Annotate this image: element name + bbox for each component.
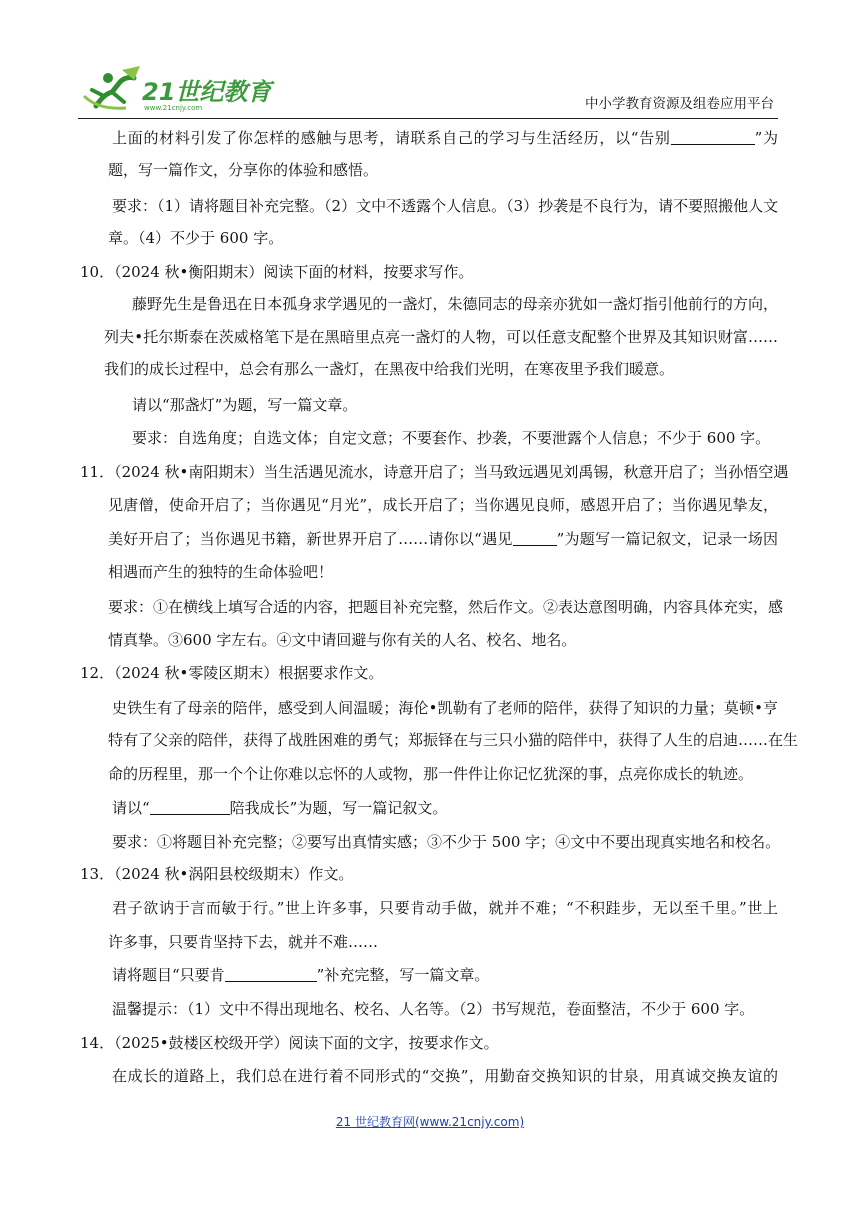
question-13-heading: 13．（2024 秋•涡阳县校级期末）作文。 — [80, 865, 354, 883]
paragraph-line: 在成长的道路上，我们总在进行着不同形式的“交换”，用勤奋交换知识的甘泉，用真诚交换友谊的 — [112, 1067, 778, 1085]
blank-underline — [150, 800, 230, 815]
paragraph-line: 列夫•托尔斯泰在茨威格笔下是在黑暗里点亮一盏灯的人物，可以任意支配整个世界及其知识财富…… — [104, 328, 778, 346]
paragraph-line: 史铁生有了母亲的陪伴，感受到人间温暖；海伦•凯勒有了老师的陪伴，获得了知识的力量；莫顿•亨 — [112, 699, 778, 717]
svg-text:21世纪教育: 21世纪教育 — [142, 78, 272, 106]
paragraph-line: 我们的成长过程中，总会有那么一盏灯，在黑夜中给我们光明，在寒夜里予我们暖意。 — [104, 360, 675, 378]
requirement-line: 章。（4）不少于 600 字。 — [108, 229, 284, 247]
question-11-heading: 11．（2024 秋•南阳期末）当生活遇见流水，诗意开启了；当马致远遇见刘禹锡，秋意开启了；当孙悟空遇 — [80, 463, 789, 481]
requirement-line: 温馨提示：（1）文中不得出现地名、校名、人名等。（2）书写规范，卷面整洁，不少于 600 字。 — [112, 1000, 755, 1018]
paragraph-line: 请以“那盏灯”为题，写一篇文章。 — [132, 396, 358, 414]
requirement-line: 要求：（1）请将题目补充完整。（2）文中不透露个人信息。（3）抄袭是不良行为，请不要照搬他人文 — [112, 197, 779, 215]
paragraph-line: 相遇而产生的独特的生命体验吧！ — [108, 563, 334, 581]
brand-logo[interactable] — [78, 66, 278, 114]
blank-underline — [225, 967, 317, 982]
footer-link[interactable]: 21 世纪教育网(www.21cnjy.com) — [335, 1115, 525, 1129]
platform-name: 中小学教育资源及组卷应用平台 — [585, 96, 774, 112]
question-10-heading: 10．（2024 秋•衡阳期末）阅读下面的材料，按要求写作。 — [80, 263, 474, 281]
paragraph-line: 上面的材料引发了你怎样的感触与思考，请联系自己的学习与生活经历，以“告别 ”为 — [112, 129, 778, 147]
paragraph-line: 见唐僧，使命开启了；当你遇见“月光”，成长开启了；当你遇见良师，感恩开启了；当你遇见挚友， — [108, 496, 778, 514]
requirement-line: 情真挚。③600 字左右。④文中请回避与你有关的人名、校名、地名。 — [108, 631, 577, 649]
paragraph-line: 美好开启了；当你遇见书籍，新世界开启了……请你以“遇见 ”为题写一篇记叙文，记录一场因 — [108, 530, 779, 548]
paragraph-line: 请将题目“只要肯 ”补充完整，写一篇文章。 — [112, 966, 490, 984]
paragraph-line: 请以“ 陪我成长”为题，写一篇记叙文。 — [112, 799, 448, 817]
question-14-heading: 14．（2025•鼓楼区校级开学）阅读下面的文字，按要求作文。 — [80, 1034, 499, 1052]
paragraph-line: 许多事，只要肯坚持下去，就并不难…… — [108, 933, 379, 951]
blank-underline — [513, 531, 557, 546]
paragraph-line: 藤野先生是鲁迅在日本孤身求学遇见的一盏灯，朱德同志的母亲亦犹如一盏灯指引他前行的方向， — [132, 295, 778, 313]
paragraph-line: 命的历程里，那一个个让你难以忘怀的人或物，那一件件让你记忆犹深的事，点亮你成长的轨迹。 — [108, 765, 754, 783]
svg-text:www.21cnjy.com: www.21cnjy.com — [144, 104, 203, 112]
requirement-line: 要求：自选角度；自选文体；自定文意；不要套作、抄袭，不要泄露个人信息；不少于 600 字。 — [132, 429, 771, 447]
paragraph-line: 君子欲讷于言而敏于行。”世上许多事，只要肯动手做，就并不难；“不积跬步，无以至千里。”世上 — [112, 899, 778, 917]
page-header — [78, 66, 778, 119]
runner-logo-icon — [78, 66, 278, 114]
blank-underline — [671, 130, 755, 145]
page-footer — [0, 1113, 860, 1130]
paragraph-line: 题，写一篇作文，分享你的体验和感悟。 — [108, 161, 379, 179]
question-12-heading: 12．（2024 秋•零陵区期末）根据要求作文。 — [80, 664, 384, 682]
requirement-line: 要求：①在横线上填写合适的内容，把题目补充完整，然后作文。②表达意图明确，内容具体充实，感 — [108, 598, 784, 616]
paragraph-line: 特有了父亲的陪伴，获得了战胜困难的勇气；郑振铎在与三只小猫的陪伴中，获得了人生的启迪……在生 — [108, 731, 799, 749]
requirement-line: 要求：①将题目补充完整；②要写出真情实感；③不少于 500 字；④文中不要出现真实地名和校名。 — [112, 833, 781, 851]
